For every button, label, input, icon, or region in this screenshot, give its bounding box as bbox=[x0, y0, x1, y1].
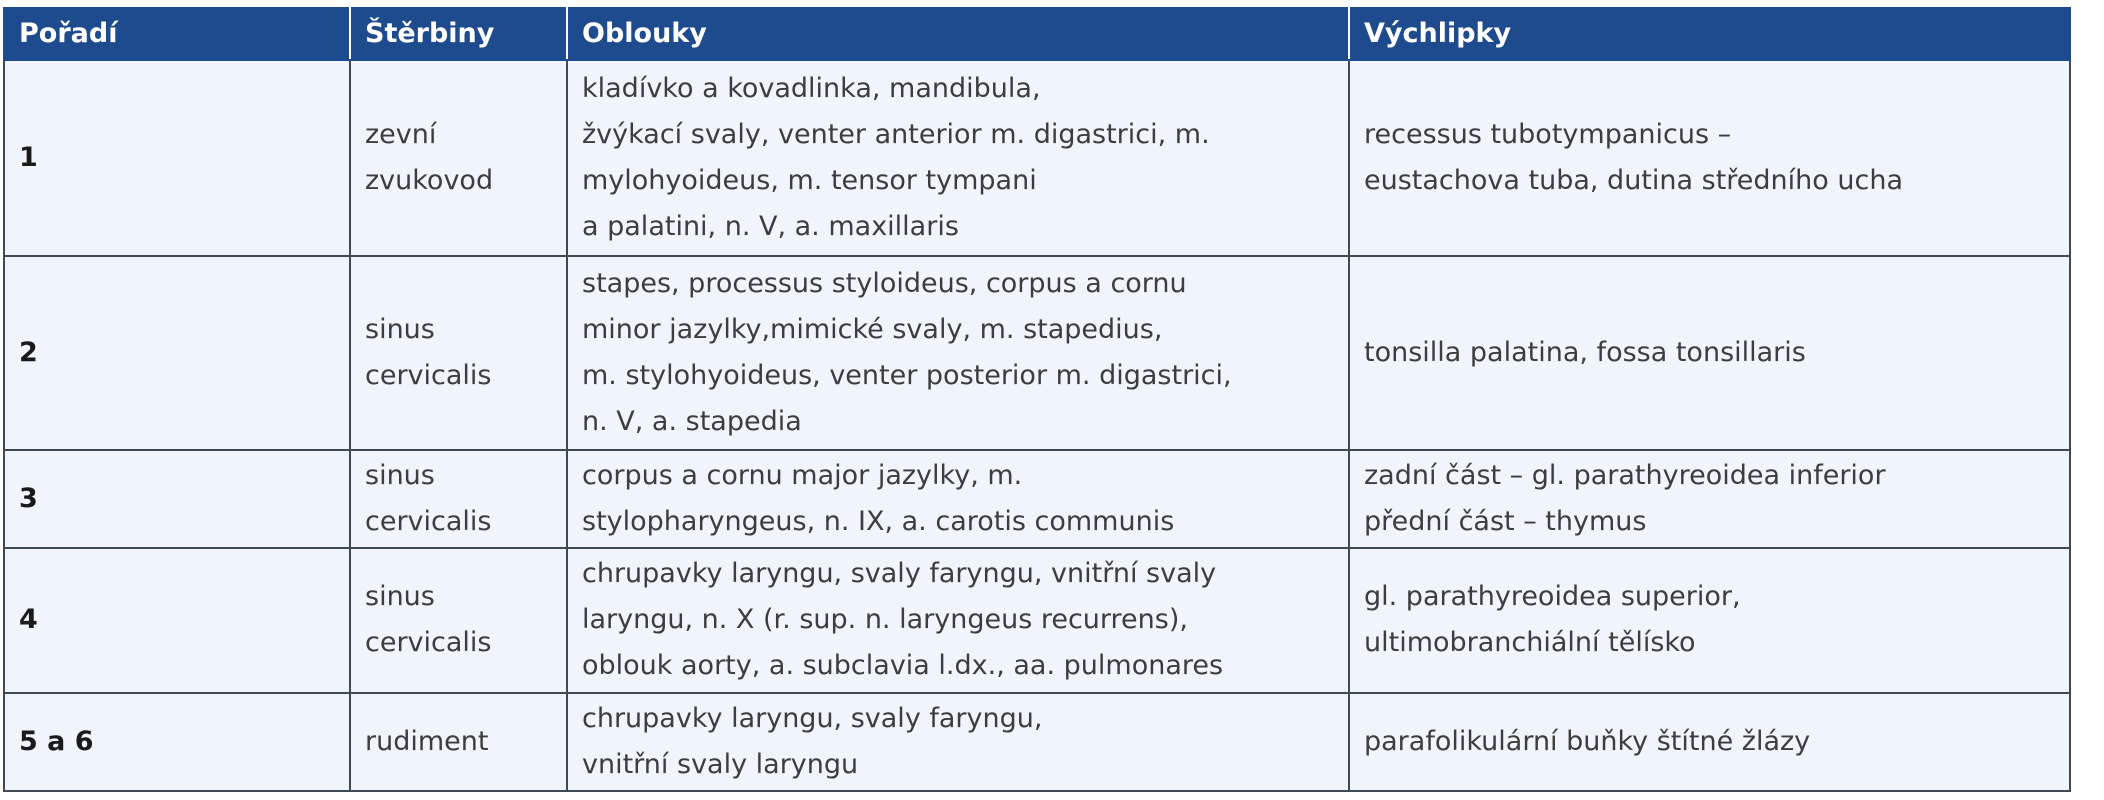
cell-sterbiny: sinus cervicalis bbox=[350, 548, 567, 693]
cell-sterbiny: sinus cervicalis bbox=[350, 256, 567, 450]
header-oblouky: Oblouky bbox=[567, 7, 1349, 60]
table-row bbox=[4, 548, 2070, 693]
header-row bbox=[4, 7, 2070, 60]
table-body bbox=[4, 60, 2070, 791]
cell-oblouky: chrupavky laryngu, svaly faryngu, vnitřní svaly laryngu bbox=[567, 693, 1349, 791]
cell-sterbiny: rudiment bbox=[350, 693, 567, 791]
header-vychlipky: Výchlipky bbox=[1349, 7, 2070, 60]
cell-sterbiny: zevní zvukovod bbox=[350, 60, 567, 256]
table-row bbox=[4, 693, 2070, 791]
table-row bbox=[4, 60, 2070, 256]
cell-vychlipky: zadní část – gl. parathyreoidea inferior přední část – thymus bbox=[1349, 450, 2070, 548]
table-row bbox=[4, 450, 2070, 548]
table-header bbox=[4, 7, 2070, 60]
cell-vychlipky: parafolikulární buňky štítné žlázy bbox=[1349, 693, 2070, 791]
cell-vychlipky: recessus tubotympanicus – eustachova tuba, dutina středního ucha bbox=[1349, 60, 2070, 256]
cell-vychlipky: tonsilla palatina, fossa tonsillaris bbox=[1349, 256, 2070, 450]
cell-order: 4 bbox=[4, 548, 350, 693]
cell-oblouky: kladívko a kovadlinka, mandibula, žvýkací svaly, venter anterior m. digastrici, m. mylohyoideus, m. tensor tympani a palatini, n. V, a. maxillaris bbox=[567, 60, 1349, 256]
cell-vychlipky: gl. parathyreoidea superior, ultimobranchiální tělísko bbox=[1349, 548, 2070, 693]
cell-oblouky: corpus a cornu major jazylky, m. stylopharyngeus, n. IX, a. carotis communis bbox=[567, 450, 1349, 548]
pharyngeal-arches-table bbox=[3, 7, 2071, 792]
pharyngeal-arches-table-wrapper bbox=[3, 7, 2069, 792]
table-row bbox=[4, 256, 2070, 450]
cell-order: 2 bbox=[4, 256, 350, 450]
header-sterbiny: Štěrbiny bbox=[350, 7, 567, 60]
cell-order: 3 bbox=[4, 450, 350, 548]
cell-oblouky: stapes, processus styloideus, corpus a cornu minor jazylky,mimické svaly, m. stapedius, m. stylohyoideus, venter posterior m. digastrici, n. V, a. stapedia bbox=[567, 256, 1349, 450]
header-poradi: Pořadí bbox=[4, 7, 350, 60]
cell-sterbiny: sinus cervicalis bbox=[350, 450, 567, 548]
cell-order: 1 bbox=[4, 60, 350, 256]
cell-order: 5 a 6 bbox=[4, 693, 350, 791]
cell-oblouky: chrupavky laryngu, svaly faryngu, vnitřní svaly laryngu, n. X (r. sup. n. laryngeus recurrens), oblouk aorty, a. subclavia l.dx., aa. pulmonares bbox=[567, 548, 1349, 693]
